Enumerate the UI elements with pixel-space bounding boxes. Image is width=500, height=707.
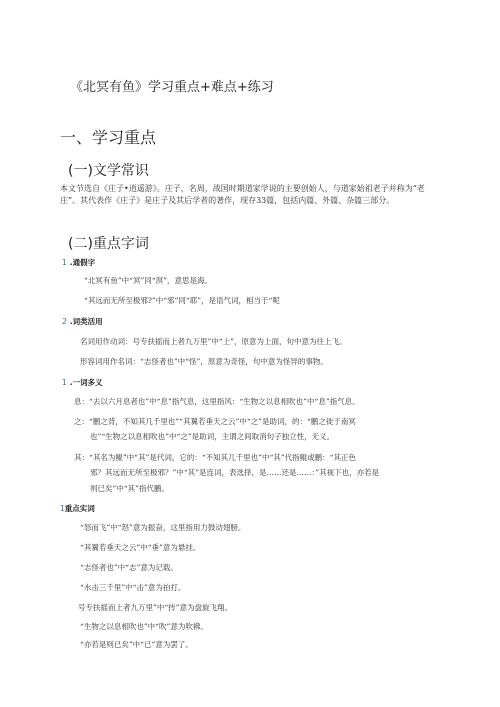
cilei-label: .词类活用 (69, 317, 103, 326)
duoyi-item-qi-line-2: 邪？其远而无所至极邪？”中“其”是连词，表选择，是……还是……：”其视下也，亦若是 (90, 468, 380, 477)
cilei-heading (62, 316, 103, 327)
shixun-line-1: “怒而飞”中“怒”意为振奋，这里指用力鼓动翅膀。 (80, 523, 246, 532)
shixun-line-6: “生物之以息相吹也”中“吹”意为吹拂。 (80, 622, 208, 631)
duoyi-item-text: “其名为鲲”中“其”是代词，它的：“不知其几千里也”中“其”代指鲲或鹏：“其正色 (89, 453, 357, 462)
list-number: 2 (62, 317, 67, 326)
duoyi-item-zhi-line-2: 也”“生物之以息相吹也”中“之”是助词，主谓之间取消句子独立性，无义。 (90, 432, 335, 441)
tongjia-line-2: “其远而无所至极邪?”中“邪”同“耶”，是语气词，相当于“呢 (84, 296, 280, 305)
subheading-literary-knowledge: (一)文学常识 (68, 163, 149, 179)
duoyi-item-zhi-line-1 (74, 416, 356, 427)
duoyi-item-label: 息： (74, 397, 89, 406)
duoyi-item-xi (74, 396, 360, 407)
cilei-line-1: 名词用作动词：号专扶摇而上者九万里”中“上”，原意为上面，句中意为往上飞。 (80, 337, 347, 346)
duoyi-item-qi-line-3: 则已矣”中“其”指代鹏。 (90, 484, 170, 493)
section-heading-study-focus: 一、学习重点 (60, 128, 157, 147)
subheading-key-words: (二)重点字词 (68, 236, 149, 252)
duoyi-item-qi-line-1 (74, 452, 356, 463)
shixun-line-2: “其翼若垂天之云”中“垂”意为悬挂。 (80, 543, 201, 552)
shixun-line-7: “亦若是则已矣”中“已”意为罢了。 (80, 640, 193, 649)
shixun-line-5: 号专扶摇而上者九万里”中“抟”意为盘旋飞翔。 (78, 603, 233, 612)
cilei-line-2: 形容词用作名词：“志怪者也”中“怪”，原意为奇怪，句中意为怪异的事物。 (80, 357, 328, 366)
duoyi-item-label: 其： (74, 453, 89, 462)
duoyi-heading (62, 377, 103, 388)
literary-knowledge-paragraph: 本文节选自《庄子•逍遥游》。庄子，名周，战国时期道家学说的主要创始人，与道家始祖老子并称为“老庄”。其代表作《庄子》是庄子及其后学者的著作，现存33篇，包括内篇、外篇、杂篇三部分。 (60, 184, 425, 205)
shixun-line-3: “志怪者也”中“志”意为记载。 (80, 563, 178, 572)
list-number: 1 (60, 504, 65, 513)
shixun-heading (60, 503, 95, 514)
duoyi-item-text: “鹏之背，不知其几千里也”“其翼若垂天之云”中“之”是助词，的：“鹏之徙于南冥 (89, 417, 356, 426)
list-number: 1 (62, 378, 67, 387)
duoyi-item-label: 之： (74, 417, 89, 426)
list-number: 1 (62, 258, 67, 267)
shixun-line-4: “水击三千里”中“击”意为拍打。 (80, 583, 186, 592)
shixun-label: 重点实词 (64, 504, 95, 513)
duoyi-label: .一词多义 (69, 378, 103, 387)
tongjia-line-1: “北冥有鱼”中“冥”同“溟”，意思是海。 (84, 276, 213, 285)
tongjia-label: .通假字 (69, 258, 96, 267)
duoyi-item-text: “去以六月息者也”中“息”指气息，这里指风：“生物之以息相吹也”中“息”指气息。 (89, 397, 360, 406)
tongjia-heading (62, 257, 95, 268)
document-title: 《北冥有鱼》学习重点+难点+练习 (70, 80, 274, 95)
